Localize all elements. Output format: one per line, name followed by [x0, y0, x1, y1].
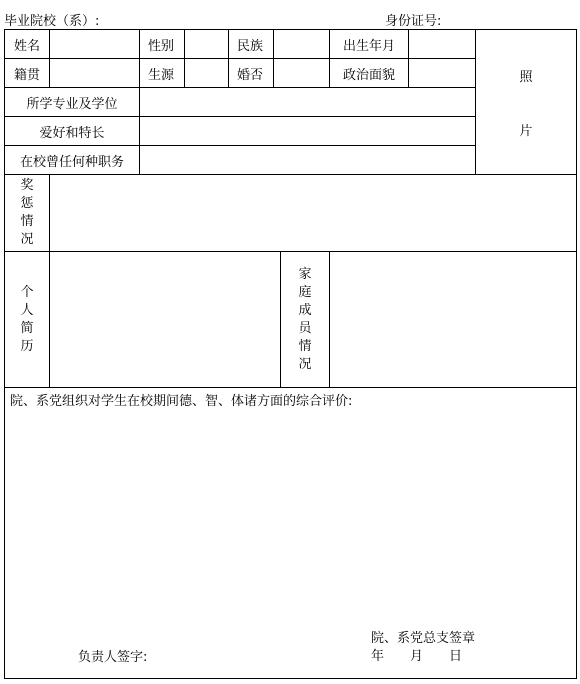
rule [576, 29, 577, 679]
gender-label: 性别 [148, 38, 175, 54]
rewards-label [5, 177, 49, 249]
photo-label-2: 片 [519, 123, 533, 139]
resume-char: 历 [20, 339, 34, 354]
rewards-char: 奖 [20, 178, 34, 193]
positions-field[interactable] [140, 146, 475, 174]
resume-label [5, 284, 49, 356]
political-status-field[interactable] [409, 59, 475, 87]
hobbies-label: 爱好和特长 [39, 125, 105, 141]
rule [4, 678, 577, 679]
name-field[interactable] [50, 30, 139, 58]
photo-label-1: 照 [519, 69, 533, 85]
family-char: 员 [298, 321, 312, 336]
birth-date-field[interactable] [409, 30, 475, 58]
rule [475, 29, 476, 174]
id-number-label: 身份证号: [385, 14, 442, 29]
marital-status-field[interactable] [274, 59, 329, 87]
rewards-char: 况 [20, 232, 34, 247]
origin-label: 生源 [148, 67, 175, 83]
native-place-label: 籍贯 [13, 67, 40, 83]
positions-label: 在校曾任何种职务 [19, 154, 124, 170]
rewards-char: 情 [20, 214, 34, 229]
signer-label: 负责人签字: [78, 650, 148, 665]
resume-char: 个 [20, 285, 34, 300]
origin-field[interactable] [185, 59, 228, 87]
family-char: 情 [298, 339, 312, 354]
evaluation-title: 院、系党组织对学生在校期间德、智、体诸方面的综合评价: [10, 394, 353, 409]
hobbies-field[interactable] [140, 117, 475, 145]
major-degree-label: 所学专业及学位 [26, 96, 118, 112]
ethnicity-label: 民族 [237, 38, 264, 54]
family-field[interactable] [330, 252, 576, 387]
rewards-field[interactable] [50, 175, 576, 251]
name-label: 姓名 [13, 38, 40, 54]
seal-label: 院、系党总支签章 [371, 631, 476, 646]
rule [4, 387, 577, 388]
school-label: 毕业院校（系）: [4, 14, 100, 29]
birth-date-label: 出生年月 [342, 38, 395, 54]
family-label [281, 266, 329, 374]
resume-char: 简 [20, 321, 34, 336]
major-degree-field[interactable] [140, 88, 475, 116]
political-status-label: 政治面貌 [342, 67, 395, 83]
family-char: 况 [298, 357, 312, 372]
marital-status-label: 婚否 [237, 67, 264, 83]
family-char: 成 [298, 303, 312, 318]
resume-char: 人 [20, 303, 34, 318]
rewards-char: 惩 [20, 196, 34, 211]
date-label: 年 月 日 [371, 649, 463, 664]
family-char: 家 [298, 267, 312, 282]
gender-field[interactable] [185, 30, 228, 58]
ethnicity-field[interactable] [274, 30, 329, 58]
native-place-field[interactable] [50, 59, 139, 87]
family-char: 庭 [298, 285, 312, 300]
resume-field[interactable] [50, 252, 280, 387]
